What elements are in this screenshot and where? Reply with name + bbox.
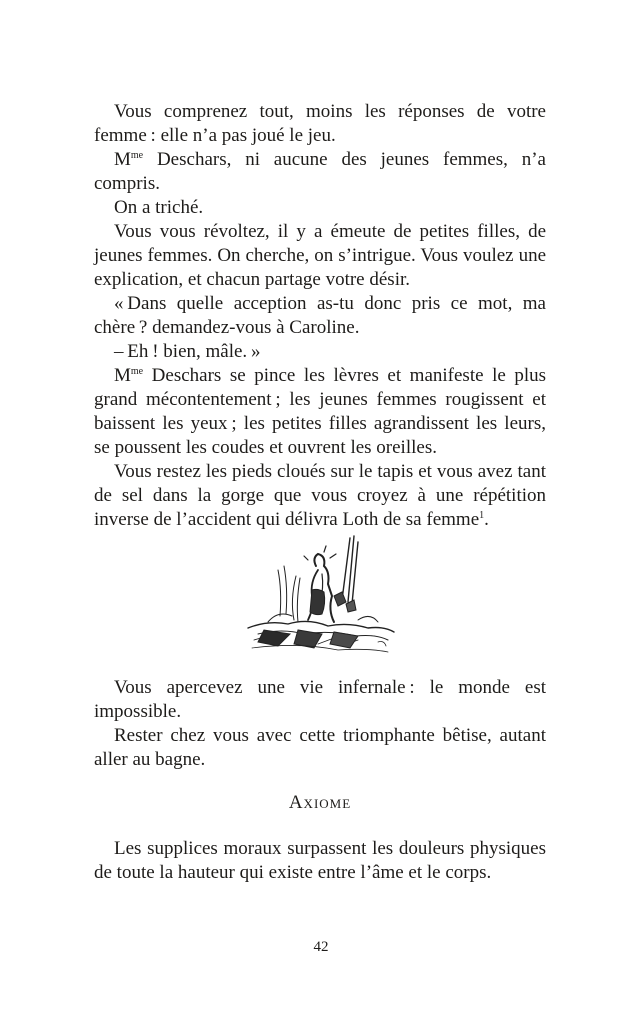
paragraph-prefix: M bbox=[114, 149, 131, 170]
page-number: 42 bbox=[313, 939, 329, 955]
superscript-abbrev: me bbox=[130, 366, 144, 377]
axiom-paragraph: Les supplices moraux surpassent les douleurs physiques de toute la hauteur qui existe entre l’âme et le corps. bbox=[94, 838, 546, 883]
paragraph: – Eh ! bien, mâle. » bbox=[114, 341, 261, 362]
paragraph bbox=[94, 148, 546, 196]
paragraph bbox=[94, 460, 546, 532]
paragraph bbox=[94, 364, 546, 460]
paragraph: Vous vous révoltez, il y a émeute de petites filles, de jeunes femmes. On cherche, on s’intrigue. Vous voulez une explication, et chacun partage votre désir. bbox=[94, 221, 546, 290]
axiom-heading: Axiome bbox=[288, 792, 352, 813]
paragraph: Vous apercevez une vie infernale : le monde est impossible. bbox=[94, 677, 546, 722]
paragraph: On a triché. bbox=[114, 197, 204, 218]
paragraph-suffix: . bbox=[484, 509, 489, 530]
paragraph: « Dans quelle acception as-tu donc pris ce mot, ma chère ? demandez-vous à Caroline. bbox=[94, 293, 546, 338]
paragraph-text: Deschars, ni aucune des jeunes femmes, n’a compris. bbox=[94, 149, 546, 194]
paragraph: Rester chez vous avec cette triomphante bêtise, autant aller au bagne. bbox=[94, 725, 546, 770]
axiom-text-block bbox=[94, 837, 546, 885]
main-text-block bbox=[94, 100, 546, 532]
superscript-abbrev: me bbox=[130, 150, 144, 161]
paragraph-text: Deschars se pince les lèvres et manifeste le plus grand mécontentement ; les jeunes femmes rougissent et baissent les yeux ; les petites filles agrandissent les leurs, se poussent les coudes et ouvrent les oreilles. bbox=[94, 365, 546, 458]
paragraph: Vous comprenez tout, moins les réponses de votre femme : elle n’a pas joué le jeu. bbox=[94, 101, 546, 146]
engraving-illustration bbox=[238, 530, 400, 660]
continuation-text-block bbox=[94, 676, 546, 772]
paragraph-text: Vous restez les pieds cloués sur le tapis et vous avez tant de sel dans la gorge que vous croyez à une répétition inverse de l’accident qui délivra Loth de sa femme bbox=[94, 461, 546, 530]
paragraph-prefix: M bbox=[114, 365, 131, 386]
footnote-marker: 1 bbox=[479, 510, 485, 521]
